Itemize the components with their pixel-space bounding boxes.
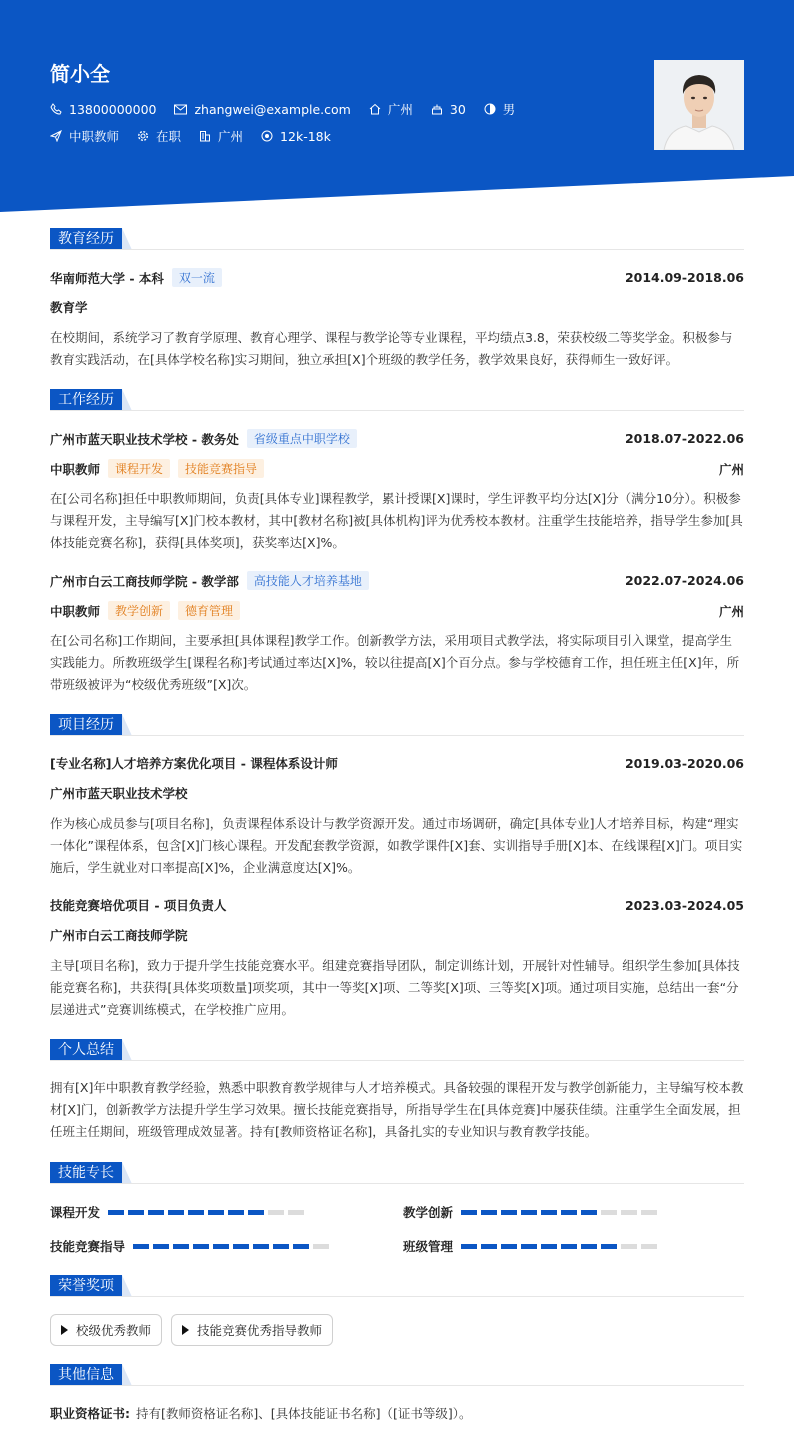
project-description: 作为核心成员参与[项目名称]，负责课程体系设计与教学资源开发。通过市场调研，确定[具体专业]人才培养目标，构建“理实一体化”课程体系，包含[X]门核心课程。开发配套教学资源，如教学课件[X]套、实训指导手册[X]本、在线课程[X]门。项目实施后，学生就业对口率提高[X]%，企业满意度达[X]%。 bbox=[50, 816, 743, 875]
section-title-work bbox=[50, 389, 132, 411]
salary-range: 12k-18k bbox=[280, 128, 331, 144]
section-label-tail bbox=[122, 1162, 132, 1184]
section-divider bbox=[50, 735, 744, 736]
play-triangle-icon bbox=[182, 1325, 189, 1335]
skill-level-segment bbox=[581, 1210, 597, 1215]
work-city-item bbox=[199, 127, 243, 145]
skill-level-segment bbox=[621, 1210, 637, 1215]
role-name: 中职教师 bbox=[50, 603, 101, 619]
section-title-education bbox=[50, 228, 132, 250]
section-title-summary bbox=[50, 1039, 132, 1061]
home-icon bbox=[369, 103, 381, 115]
company-name: 广州市蓝天职业技术学校 - 教务处 bbox=[50, 431, 239, 447]
section-label-tail bbox=[122, 1275, 132, 1297]
section-label-tail bbox=[122, 389, 132, 411]
skill-item bbox=[403, 1203, 661, 1221]
award-badge bbox=[50, 1314, 162, 1346]
award-name: 校级优秀教师 bbox=[76, 1323, 152, 1338]
skill-level-segment bbox=[481, 1244, 497, 1249]
section-divider bbox=[50, 1060, 744, 1061]
skill-level-segment bbox=[561, 1244, 577, 1249]
skill-name: 班级管理 bbox=[403, 1239, 454, 1254]
project-date: 2023.03-2024.05 bbox=[624, 897, 744, 913]
section-title-skills bbox=[50, 1162, 132, 1184]
section-label: 教育经历 bbox=[50, 228, 122, 250]
skill-level-segment bbox=[641, 1244, 657, 1249]
skill-name: 教学创新 bbox=[403, 1205, 454, 1220]
skill-level-segment bbox=[601, 1244, 617, 1249]
project-header-row bbox=[50, 754, 744, 772]
skill-name: 课程开发 bbox=[50, 1205, 101, 1220]
company-name: 广州市白云工商技师学院 - 教学部 bbox=[50, 573, 239, 589]
school-name: 华南师范大学 - 本科 bbox=[50, 270, 164, 286]
gear-icon bbox=[137, 130, 149, 142]
section-label: 项目经历 bbox=[50, 714, 122, 736]
work-role-row bbox=[50, 601, 744, 620]
skill-level-segment bbox=[148, 1210, 164, 1215]
section-divider bbox=[50, 249, 744, 250]
section-title-honors bbox=[50, 1275, 132, 1297]
project-date: 2019.03-2020.06 bbox=[624, 755, 744, 771]
section-label-tail bbox=[122, 1364, 132, 1386]
skill-level-segment bbox=[521, 1210, 537, 1215]
skill-level-segment bbox=[228, 1210, 244, 1215]
role-tag: 技能竞赛指导 bbox=[178, 459, 264, 478]
role-tag: 德育管理 bbox=[178, 601, 240, 620]
resume-header bbox=[0, 0, 794, 212]
job-status: 在职 bbox=[156, 129, 182, 144]
job-title: 中职教师 bbox=[69, 129, 120, 144]
salary-item bbox=[261, 129, 331, 144]
phone-item bbox=[50, 102, 156, 117]
skill-level-segment bbox=[253, 1244, 269, 1249]
skill-level-segment bbox=[153, 1244, 169, 1249]
gender-text: 男 bbox=[502, 102, 516, 117]
target-icon bbox=[261, 130, 273, 142]
section-label: 个人总结 bbox=[50, 1039, 122, 1061]
job-intent-row bbox=[50, 127, 349, 145]
section-divider bbox=[50, 1183, 744, 1184]
skill-level-segment bbox=[133, 1244, 149, 1249]
work-role-row bbox=[50, 459, 744, 478]
section-divider bbox=[50, 1385, 744, 1386]
work-city: 广州 bbox=[718, 603, 744, 619]
avatar-illustration bbox=[654, 60, 744, 150]
section-divider bbox=[50, 410, 744, 411]
section-divider bbox=[50, 1296, 744, 1297]
contact-row bbox=[50, 100, 533, 118]
section-label-tail bbox=[122, 1039, 132, 1061]
skill-level-segment bbox=[233, 1244, 249, 1249]
work-city: 广州 bbox=[218, 129, 244, 144]
skill-level-bar bbox=[461, 1244, 661, 1249]
skill-level-segment bbox=[213, 1244, 229, 1249]
section-label: 其他信息 bbox=[50, 1364, 122, 1386]
skill-level-segment bbox=[501, 1244, 517, 1249]
work-city: 广州 bbox=[718, 461, 744, 477]
role-tag: 教学创新 bbox=[108, 601, 170, 620]
skill-level-segment bbox=[193, 1244, 209, 1249]
skill-item bbox=[50, 1237, 333, 1255]
skill-level-segment bbox=[641, 1210, 657, 1215]
project-org-row bbox=[50, 784, 744, 802]
skill-level-segment bbox=[293, 1244, 309, 1249]
certificate-text: 持有[教师资格证名称]、[具体技能证书名称]（[证书等级]）。 bbox=[136, 1406, 472, 1421]
skill-level-segment bbox=[481, 1210, 497, 1215]
project-name: 技能竞赛培优项目 - 项目负责人 bbox=[50, 898, 227, 913]
skill-level-segment bbox=[313, 1244, 329, 1249]
role-name: 中职教师 bbox=[50, 461, 101, 477]
section-label-tail bbox=[122, 714, 132, 736]
section-title-projects bbox=[50, 714, 132, 736]
major-row bbox=[50, 298, 744, 316]
skill-level-segment bbox=[108, 1210, 124, 1215]
building-icon bbox=[199, 130, 211, 142]
skill-name: 技能竞赛指导 bbox=[50, 1239, 126, 1254]
project-org-row bbox=[50, 926, 744, 944]
age-item bbox=[431, 102, 466, 117]
skill-level-segment bbox=[188, 1210, 204, 1215]
skill-level-segment bbox=[521, 1244, 537, 1249]
skill-level-segment bbox=[288, 1210, 304, 1215]
skill-level-segment bbox=[273, 1244, 289, 1249]
work-date: 2022.07-2024.06 bbox=[624, 573, 744, 588]
skill-level-segment bbox=[621, 1244, 637, 1249]
skill-level-segment bbox=[561, 1210, 577, 1215]
skill-level-segment bbox=[461, 1244, 477, 1249]
work-header-row bbox=[50, 571, 744, 590]
certificate-row bbox=[50, 1404, 744, 1422]
play-triangle-icon bbox=[61, 1325, 68, 1335]
skill-level-segment bbox=[268, 1210, 284, 1215]
work-description: 在[公司名称]工作期间，主要承担[具体课程]教学工作。创新教学方法，采用项目式教学法，将实际项目引入课堂，提高学生实践能力。所教班级学生[课程名称]考试通过率达[X]%，较以往提高[X]个百分点。参与学校德育工作，担任班主任[X]年，所带班级被评为“校级优秀班级”[X]次。 bbox=[50, 633, 740, 692]
work-header-row bbox=[50, 429, 744, 448]
skill-level-segment bbox=[501, 1210, 517, 1215]
section-label: 荣誉奖项 bbox=[50, 1275, 122, 1297]
location-text: 广州 bbox=[387, 102, 413, 117]
skill-level-segment bbox=[541, 1244, 557, 1249]
work-date: 2018.07-2022.06 bbox=[624, 431, 744, 446]
skill-item bbox=[403, 1237, 661, 1255]
award-badge bbox=[171, 1314, 333, 1346]
location-item bbox=[369, 100, 413, 118]
project-name: [专业名称]人才培养方案优化项目 - 课程体系设计师 bbox=[50, 756, 338, 771]
age-text: 30 bbox=[449, 101, 466, 117]
education-header-row bbox=[50, 268, 744, 287]
send-icon bbox=[50, 130, 62, 142]
education-description: 在校期间，系统学习了教育学原理、教育心理学、课程与教学论等专业课程，平均绩点3.8，荣获校级二等奖学金。积极参与教育实践活动，在[具体学校名称]实习期间，独立承担[X]个班级的教学任务，教学效果良好，获得师生一致好评。 bbox=[50, 330, 733, 367]
skill-level-segment bbox=[581, 1244, 597, 1249]
skill-level-segment bbox=[168, 1210, 184, 1215]
role-tag: 课程开发 bbox=[108, 459, 170, 478]
skill-level-segment bbox=[601, 1210, 617, 1215]
company-tag: 省级重点中职学校 bbox=[247, 429, 357, 448]
award-name: 技能竞赛优秀指导教师 bbox=[197, 1323, 323, 1338]
skill-level-segment bbox=[248, 1210, 264, 1215]
job-title-item bbox=[50, 127, 119, 145]
section-label-tail bbox=[122, 228, 132, 250]
work-description: 在[公司名称]担任中职教师期间，负责[具体专业]课程教学，累计授课[X]课时，学生评教平均分达[X]分（满分10分）。积极参与课程开发，主导编写[X]门校本教材，其中[教材名称]被[具体机构]评为优秀校本教材。注重学生技能培养，指导学生参加[具体技能竞赛名称]，获得[具体奖项]，获奖率达[X]%。 bbox=[50, 491, 743, 550]
project-header-row bbox=[50, 896, 744, 914]
gender-item bbox=[484, 100, 516, 118]
section-title-other bbox=[50, 1364, 132, 1386]
candidate-name: 简小全 bbox=[50, 62, 110, 86]
certificate-label: 职业资格证书: bbox=[50, 1406, 130, 1421]
project-org: 广州市蓝天职业技术学校 bbox=[50, 786, 188, 801]
email-item bbox=[174, 102, 350, 117]
section-label: 工作经历 bbox=[50, 389, 122, 411]
mail-icon bbox=[174, 104, 187, 115]
skill-level-bar bbox=[108, 1210, 308, 1215]
phone-icon bbox=[50, 103, 62, 115]
phone-number: 13800000000 bbox=[69, 101, 157, 117]
company-tag: 高技能人才培养基地 bbox=[247, 571, 369, 590]
status-item bbox=[137, 127, 181, 145]
major-name: 教育学 bbox=[50, 300, 88, 315]
education-date: 2014.09-2018.06 bbox=[624, 270, 744, 285]
skill-level-segment bbox=[461, 1210, 477, 1215]
project-description: 主导[项目名称]，致力于提升学生技能竞赛水平。组建竞赛指导团队，制定训练计划，开展针对性辅导。组织学生参加[具体技能竞赛名称]，共获得[具体奖项数量]项奖项，其中一等奖[X]项、二等奖[X]项、三等奖[X]项。通过项目实施，总结出一套“分层递进式”竞赛训练模式，在学校推广应用。 bbox=[50, 958, 740, 1017]
project-org: 广州市白云工商技师学院 bbox=[50, 928, 188, 943]
skill-level-segment bbox=[541, 1210, 557, 1215]
skill-level-segment bbox=[128, 1210, 144, 1215]
skill-level-bar bbox=[461, 1210, 661, 1215]
skill-item bbox=[50, 1203, 308, 1221]
skill-level-segment bbox=[173, 1244, 189, 1249]
avatar-photo bbox=[654, 60, 744, 150]
skill-level-bar bbox=[133, 1244, 333, 1249]
skill-level-segment bbox=[208, 1210, 224, 1215]
section-label: 技能专长 bbox=[50, 1162, 122, 1184]
email-address: zhangwei@example.com bbox=[194, 101, 351, 117]
school-tag: 双一流 bbox=[172, 268, 222, 287]
summary-text: 拥有[X]年中职教育教学经验，熟悉中职教育教学规律与人才培养模式。具备较强的课程开发与教学创新能力，主导编写校本教材[X]门，创新教学方法提升学生学习效果。擅长技能竞赛指导，所指导学生在[具体竞赛]中屡获佳绩。注重学生全面发展，担任班主任期间，班级管理成效显著。持有[教师资格证名称]，具备扎实的专业知识与教育教学技能。 bbox=[50, 1080, 744, 1139]
cake-icon bbox=[431, 103, 443, 115]
gender-icon bbox=[484, 103, 496, 115]
